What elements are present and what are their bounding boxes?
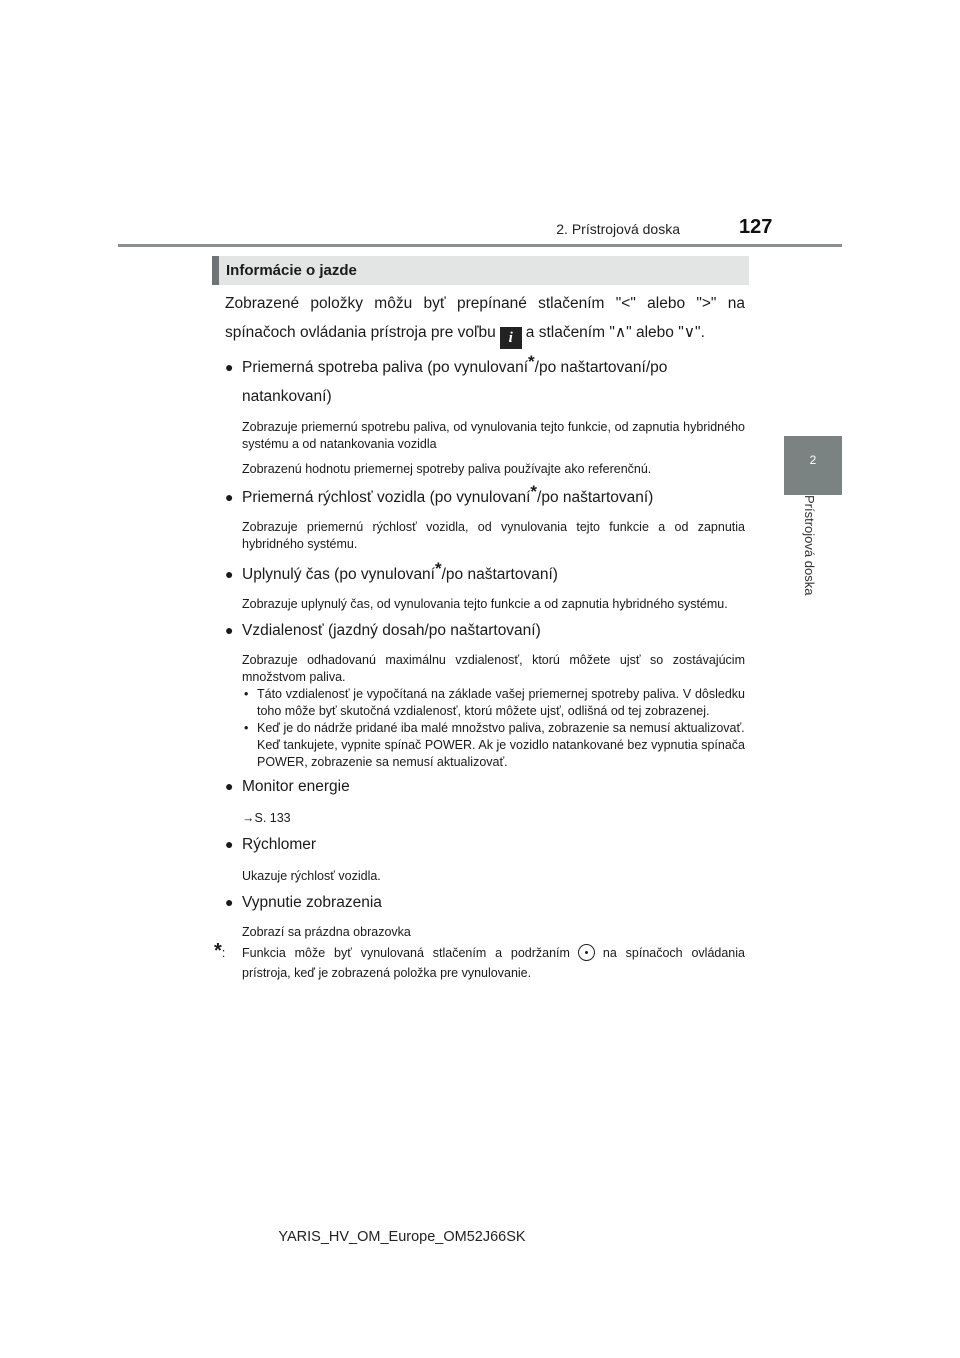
footnote-marker bbox=[214, 941, 225, 963]
sub-bullet-icon: • bbox=[244, 687, 249, 701]
sub-list-item bbox=[244, 720, 745, 771]
footnote bbox=[214, 940, 745, 983]
item-title-text: Uplynulý čas (po vynulovaní bbox=[242, 566, 435, 583]
bullet-icon: ● bbox=[225, 489, 234, 505]
item-title-text: Vypnutie zobrazenia bbox=[242, 894, 382, 911]
item-title-text: /po naštartovaní) bbox=[441, 566, 558, 583]
asterisk-marker: * bbox=[530, 482, 538, 501]
item-title-text: /po naštartovaní) bbox=[537, 489, 654, 506]
chapter-tab-number: 2 bbox=[809, 453, 817, 467]
chapter-side-label-text: Prístrojová doska bbox=[802, 495, 817, 596]
bullet-icon: ● bbox=[225, 778, 234, 794]
list-item-title bbox=[225, 889, 745, 916]
page-footer bbox=[0, 1229, 960, 1245]
item-title-text: Monitor energie bbox=[242, 778, 350, 795]
item-title-text: Priemerná spotreba paliva (po vynulovaní bbox=[242, 359, 529, 376]
item-title-text: /po naštartovaní/po natankovaní) bbox=[242, 359, 668, 405]
list-item-title bbox=[225, 561, 745, 588]
footnote-asterisk: * bbox=[214, 940, 222, 962]
sub-item-text: Keď je do nádrže pridané iba malé množstvo paliva, zobrazenie sa nemusí aktualizovať. bbox=[257, 721, 745, 735]
footnote-text-2: na spínačoch ovládania prístroja, keď je zobrazená položka pre vynulovanie. bbox=[242, 946, 745, 980]
intro-paragraph bbox=[225, 289, 745, 349]
sub-item-text: Táto vzdialenosť je vypočítaná na základe vašej priemernej spotreby paliva. V dôsledku toho môže byť skutočná vzdialenosť, ktorú môžete ujsť, odlišná od tej zobrazenej. bbox=[257, 687, 745, 718]
section-title: Informácie o jazde bbox=[226, 262, 357, 279]
list-item-title bbox=[225, 617, 745, 644]
item-description: Zobrazuje uplynulý čas, od vynulovania tejto funkcie a od zapnutia hybridného systému. bbox=[242, 597, 728, 611]
sub-item-text: Keď tankujete, vypnite spínač POWER. Ak je vozidlo natankované bez vypnutia spínača POWER, zobrazenie sa nemusí aktualizovať. bbox=[257, 738, 745, 769]
item-description: Ukazuje rýchlosť vozidla. bbox=[242, 869, 381, 883]
asterisk-marker: * bbox=[435, 559, 442, 578]
document-id: YARIS_HV_OM_Europe_OM52J66SK bbox=[278, 1229, 526, 1245]
item-title-text: Vzdialenosť (jazdný dosah/po naštartovaní) bbox=[242, 622, 541, 639]
sub-list-item bbox=[244, 686, 745, 720]
section-heading-bar bbox=[212, 256, 219, 285]
footnote-colon: : bbox=[221, 945, 226, 960]
page-content bbox=[214, 289, 745, 983]
sub-bullet-icon: • bbox=[244, 721, 249, 735]
bullet-icon: ● bbox=[225, 622, 234, 638]
item-description: Zobrazí sa prázdna obrazovka bbox=[242, 925, 411, 939]
chapter-title: 2. Prístrojová doska bbox=[556, 221, 680, 237]
chapter-side-label bbox=[784, 495, 842, 645]
item-description: Zobrazuje priemernú rýchlosť vozidla, od vynulovania tejto funkcie a od zapnutia hybridného systému. bbox=[242, 520, 745, 551]
item-description: Zobrazuje odhadovanú maximálnu vzdialenosť, ktorú môžete ujsť so zostávajúcim množstvom paliva. bbox=[242, 653, 745, 684]
header-rule bbox=[118, 244, 842, 247]
item-title-text: Priemerná rýchlosť vozidla (po vynulovaní bbox=[242, 489, 531, 506]
page-reference: →S. 133 bbox=[242, 811, 291, 825]
section-heading bbox=[212, 256, 749, 285]
reset-button-icon bbox=[578, 944, 595, 961]
item-title-text: Rýchlomer bbox=[242, 836, 317, 853]
intro-text-2: a stlačením "∧" alebo "∨". bbox=[525, 324, 705, 341]
item-description: Zobrazenú hodnotu priemernej spotreby paliva používajte ako referenčnú. bbox=[242, 462, 652, 476]
list-item-title bbox=[225, 353, 745, 411]
footnote-text bbox=[242, 943, 745, 983]
intro-text-1: Zobrazené položky môžu byť prepínané stlačením "<" alebo ">" na spínačoch ovládania prístroja pre voľbu bbox=[225, 295, 745, 341]
list-item-title bbox=[225, 484, 745, 511]
bullet-icon: ● bbox=[225, 359, 234, 375]
info-icon: i bbox=[500, 327, 522, 349]
item-description: Zobrazuje priemernú spotrebu paliva, od vynulovania tejto funkcie, od zapnutia hybridného systému a od natankovania vozidla bbox=[242, 420, 745, 451]
asterisk-marker: * bbox=[528, 352, 535, 371]
footnote-text-1: Funkcia môže byť vynulovaná stlačením a podržaním bbox=[242, 946, 570, 960]
bullet-icon: ● bbox=[225, 566, 234, 582]
page-header bbox=[0, 0, 960, 250]
bullet-icon: ● bbox=[225, 894, 234, 910]
list-item-title bbox=[225, 773, 745, 800]
list-item-title bbox=[225, 831, 745, 858]
chapter-tab bbox=[784, 436, 842, 495]
bullet-icon: ● bbox=[225, 836, 234, 852]
page-number: 127 bbox=[739, 216, 773, 238]
